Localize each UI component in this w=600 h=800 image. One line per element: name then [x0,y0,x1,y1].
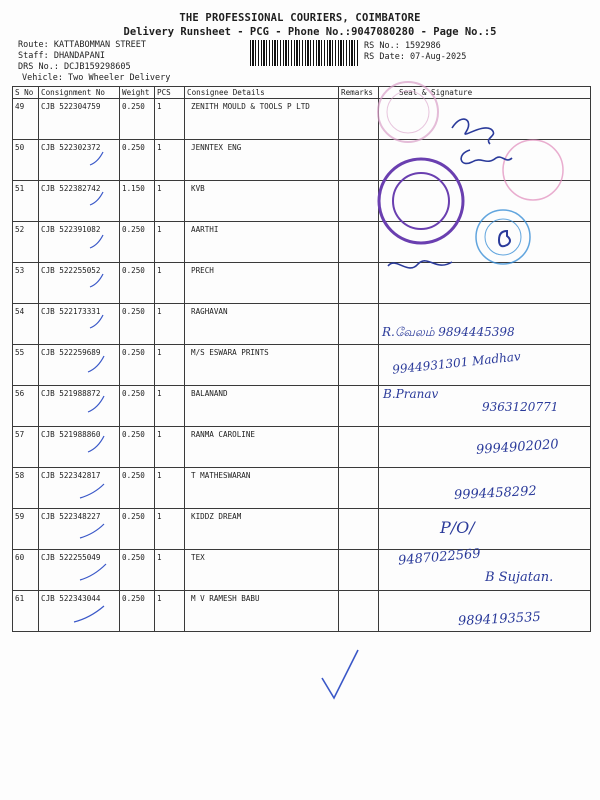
row-consignee: TEX [185,550,339,591]
row-consignment-no: CJB 522391082 [39,222,120,263]
row-consignee: T MATHESWARAN [185,468,339,509]
col-header-sno: S No [13,87,39,99]
handwriting-row54: R.வேலம் 9894445398 [382,325,515,339]
row-weight: 0.250 [120,140,155,181]
table-row [13,263,591,304]
table-row [13,509,591,550]
row-sno: 61 [13,591,39,632]
row-consignment-no: CJB 521988860 [39,427,120,468]
row-consignee: ZENITH MOULD & TOOLS P LTD [185,99,339,140]
handwriting-row60-phone: 9487022569 [397,546,482,569]
row-consignment-no: CJB 522348227 [39,509,120,550]
handwriting-row59: P/O/ [440,518,475,537]
row-pcs: 1 [155,99,185,140]
row-weight: 0.250 [120,386,155,427]
row-weight: 0.250 [120,263,155,304]
row-pcs: 1 [155,591,185,632]
row-consignment-no: CJB 522173331 [39,304,120,345]
handwriting-row58: 9994458292 [453,483,538,504]
row-remarks [339,345,379,386]
row-sno: 57 [13,427,39,468]
row-remarks [339,591,379,632]
barcode [250,40,358,66]
row-pcs: 1 [155,427,185,468]
row-signature [379,263,591,304]
row-weight: 0.250 [120,99,155,140]
row-consignee: AARTHI [185,222,339,263]
row-consignee: BALANAND [185,386,339,427]
row-sno: 50 [13,140,39,181]
row-consignment-no: CJB 521988872 [39,386,120,427]
table-row [13,99,591,140]
row-consignee: RAGHAVAN [185,304,339,345]
row-sno: 53 [13,263,39,304]
row-weight: 0.250 [120,550,155,591]
document-subtitle: Delivery Runsheet - PCG - Phone No.:9047080280 - Page No.:5 [123,26,497,38]
row-sno: 54 [13,304,39,345]
table-row [13,222,591,263]
row-consignee: JENNTEX ENG [185,140,339,181]
row-remarks [339,181,379,222]
drs-number: DRS No.: DCJB159298605 [18,62,131,72]
row-consignee: M/S ESWARA PRINTS [185,345,339,386]
row-signature [379,181,591,222]
row-pcs: 1 [155,222,185,263]
row-consignee: KIDDZ DREAM [185,509,339,550]
handwriting-row57: 9994902020 [475,437,560,458]
row-sno: 59 [13,509,39,550]
row-consignment-no: CJB 522382742 [39,181,120,222]
row-pcs: 1 [155,263,185,304]
row-weight: 0.250 [120,222,155,263]
row-consignment-no: CJB 522259689 [39,345,120,386]
row-consignee: M V RAMESH BABU [185,591,339,632]
col-header-signature: Seal & Signature [379,87,591,99]
row-sno: 58 [13,468,39,509]
row-consignee: RANMA CAROLINE [185,427,339,468]
row-consignee: PRECH [185,263,339,304]
col-header-pcs: PCS [155,87,185,99]
final-checkmark [322,650,358,698]
row-pcs: 1 [155,304,185,345]
row-pcs: 1 [155,345,185,386]
vehicle-label: Vehicle: Two Wheeler Delivery [22,73,171,83]
row-weight: 0.250 [120,509,155,550]
row-consignment-no: CJB 522343044 [39,591,120,632]
row-sno: 51 [13,181,39,222]
row-signature [379,222,591,263]
row-remarks [339,140,379,181]
rs-date: RS Date: 07-Aug-2025 [364,52,467,62]
row-remarks [339,550,379,591]
row-consignment-no: CJB 522302372 [39,140,120,181]
col-header-consignee: Consignee Details [185,87,339,99]
col-header-remarks: Remarks [339,87,379,99]
handwriting-row55: 9944931301 Madhav [391,349,522,377]
row-weight: 0.250 [120,468,155,509]
row-pcs: 1 [155,386,185,427]
staff-label: Staff: DHANDAPANI [18,51,105,61]
row-sno: 60 [13,550,39,591]
row-remarks [339,468,379,509]
row-signature [379,509,591,550]
row-remarks [339,304,379,345]
row-remarks [339,222,379,263]
row-remarks [339,427,379,468]
row-sno: 49 [13,99,39,140]
row-signature [379,140,591,181]
row-sno: 52 [13,222,39,263]
row-consignment-no: CJB 522255049 [39,550,120,591]
row-consignee: KVB [185,181,339,222]
row-remarks [339,99,379,140]
table-header-row [13,87,591,99]
row-consignment-no: CJB 522255052 [39,263,120,304]
row-weight: 0.250 [120,427,155,468]
rs-number: RS No.: 1592986 [364,41,441,51]
handwriting-row56-phone: 9363120771 [482,400,559,414]
row-weight: 0.250 [120,591,155,632]
row-pcs: 1 [155,181,185,222]
row-consignment-no: CJB 522342817 [39,468,120,509]
row-pcs: 1 [155,140,185,181]
handwriting-row61: 9894193535 [457,609,542,630]
row-sno: 55 [13,345,39,386]
table-row [13,140,591,181]
row-remarks [339,509,379,550]
handwriting-row60-name: B Sujatan. [485,570,554,585]
handwriting-row56-name: B.Pranav [383,387,439,401]
row-consignment-no: CJB 522304759 [39,99,120,140]
row-weight: 0.250 [120,345,155,386]
row-pcs: 1 [155,468,185,509]
row-weight: 0.250 [120,304,155,345]
row-weight: 1.150 [120,181,155,222]
row-remarks [339,386,379,427]
row-pcs: 1 [155,550,185,591]
col-header-weight: Weight [120,87,155,99]
table-row [13,181,591,222]
row-remarks [339,263,379,304]
row-pcs: 1 [155,509,185,550]
route-label: Route: KATTABOMMAN STREET [18,40,146,50]
row-signature [379,99,591,140]
col-header-consignment: Consignment No [39,87,120,99]
document-title: THE PROFESSIONAL COURIERS, COIMBATORE [179,12,421,24]
row-sno: 56 [13,386,39,427]
